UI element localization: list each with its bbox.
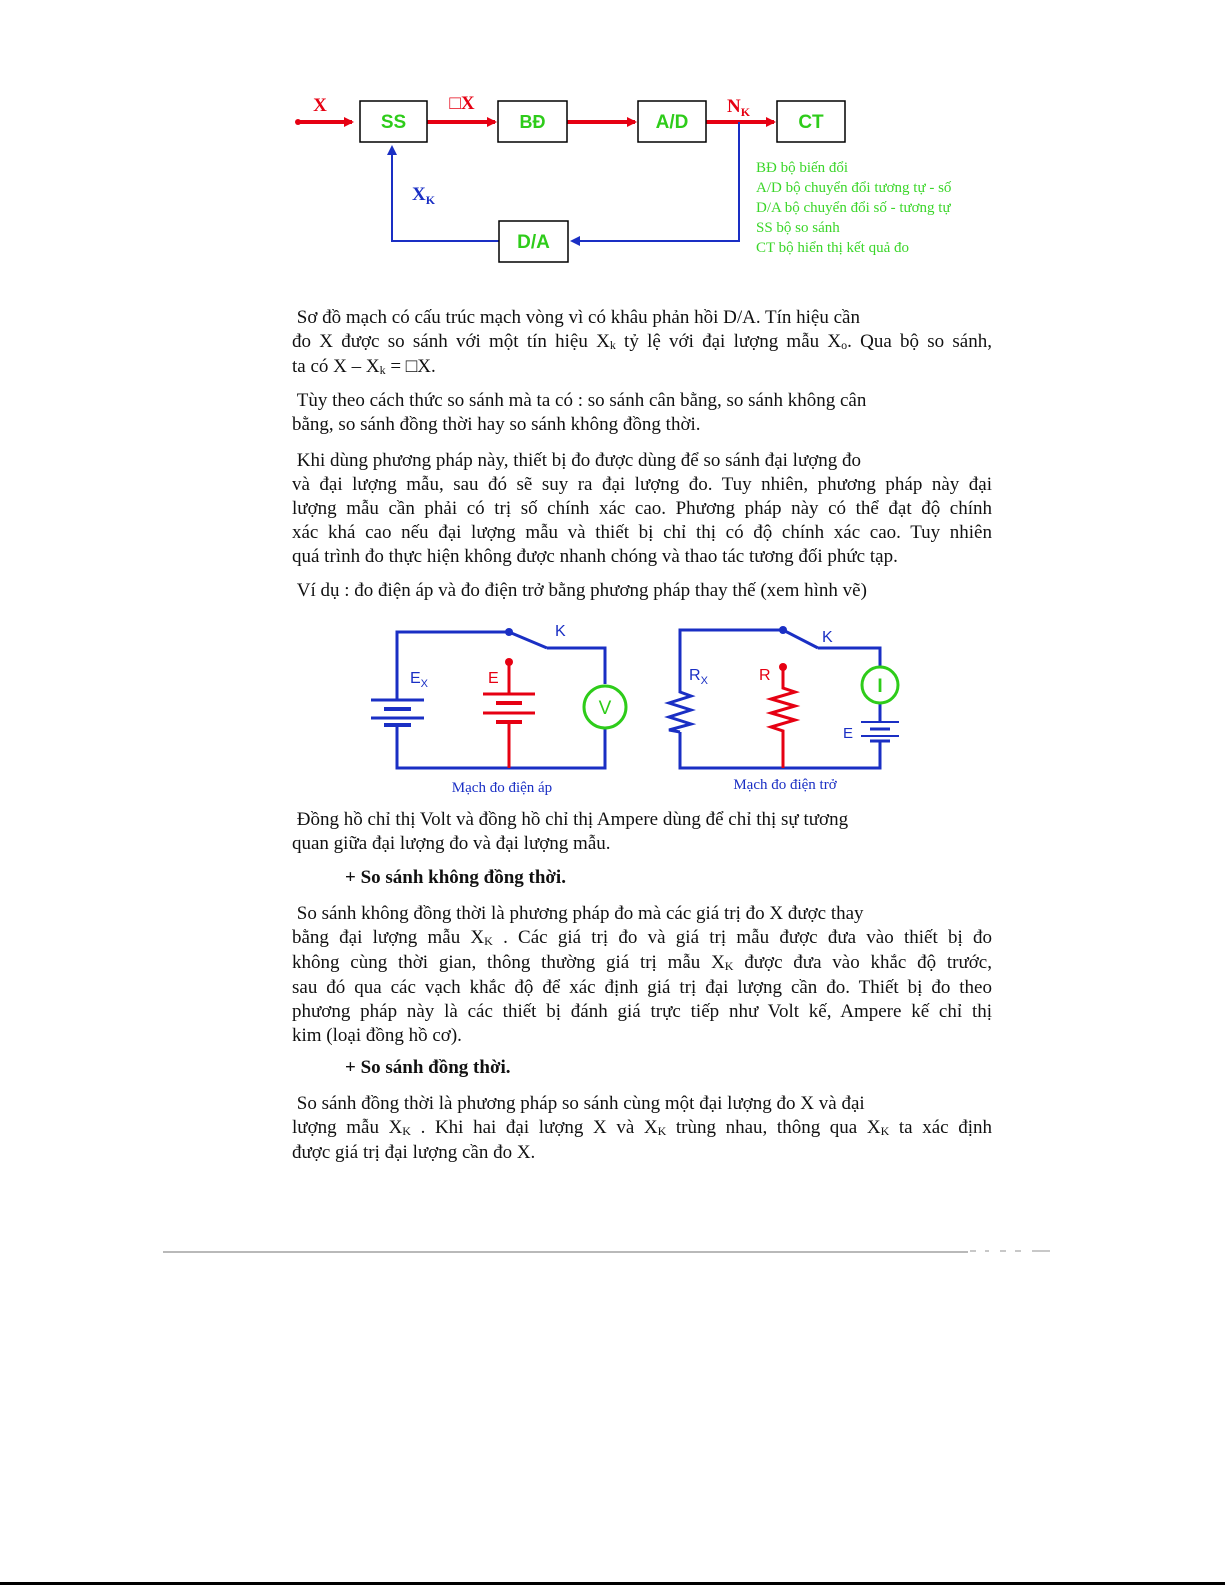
- svg-text:D/A: D/A: [517, 232, 550, 253]
- paragraph-5: Đồng hồ chỉ thị Volt và đồng hồ chỉ thị Ampere dùng để chỉ thị sự tương quan giữa đại lượng đo và đại lượng mẫu.: [292, 809, 849, 854]
- svg-text:I: I: [877, 676, 883, 697]
- e-battery-icon: [861, 722, 899, 741]
- rx-label: $R_X$: [689, 667, 708, 687]
- block-ct: [777, 101, 845, 142]
- footer-divider-dash: [985, 1250, 989, 1252]
- block-da: [499, 221, 568, 262]
- svg-text:D/A bộ chuyển đổi số - tương t: D/A bộ chuyển đổi số - tương tự: [756, 200, 951, 216]
- svg-text:CT bộ hiển thị kết quả đo: CT bộ hiển thị kết quả đo: [756, 240, 910, 256]
- legend: [756, 160, 952, 256]
- svg-text:SS bộ so sánh: SS bộ so sánh: [756, 220, 840, 236]
- rx-resistor-icon: [669, 686, 691, 732]
- voltmeter-icon: [584, 686, 626, 728]
- paragraph-2: Tùy theo cách thức so sánh mà ta có : so sánh cân bằng, so sánh không cân bằng, so sánh đồng thời hay so sánh không đồng thời.: [292, 390, 867, 435]
- footer-divider-dash: [1032, 1250, 1050, 1252]
- svg-text:A/D bộ chuyển đổi tương tự - s: A/D bộ chuyển đổi tương tự - số: [756, 180, 952, 196]
- circuit-diagrams: [0, 610, 1225, 805]
- voltage-circuit: [371, 623, 626, 796]
- svg-text:BĐ: BĐ: [519, 112, 546, 132]
- paragraph-3: Khi dùng phương pháp này, thiết bị đo được dùng để so sánh đại lượng đo và đại lượng mẫu, sau đó sẽ suy ra đại lượng đo. Tuy nhiên, phương pháp này đại lượng mẫu cần phải có trị số chính xác cao. Phương pháp này có thể đạt độ chính xác khá cao nếu đại lượng mẫu và thiết bị chỉ thị có độ chính xác cao. Tuy nhiên quá trình đo thực hiện không được nhanh chóng và thao tác tương đối phức tạp.: [292, 450, 992, 567]
- footer-divider-dash: [970, 1250, 976, 1252]
- block-ad: [638, 101, 706, 142]
- svg-text:A/D: A/D: [655, 112, 689, 133]
- resistance-circuit: [669, 626, 899, 793]
- paragraph-1: Sơ đồ mạch có cấu trúc mạch vòng vì có khâu phản hồi D/A. Tín hiệu cần đo X được so sánh với một tín hiệu $X_k$ tỷ lệ với đại lượng mẫu $X_o$. Qua bộ so sánh, ta có X – $X_k$ = □X.: [292, 307, 992, 377]
- switch-blade: [509, 632, 547, 648]
- switch-blade-2: [783, 630, 818, 648]
- block-bd: [498, 101, 567, 142]
- ex-battery-icon: [371, 700, 424, 725]
- heading-so-sanh-dong-thoi: + So sánh đồng thời.: [345, 1057, 511, 1078]
- paragraph-7: So sánh đồng thời là phương pháp so sánh cùng một đại lượng đo X và đại lượng mẫu $X_K$ . Khi hai đại lượng X và $X_K$ trùng nhau, thông qua $X_K$ ta xác định được giá trị đại lượng cần đo X.: [292, 1093, 992, 1163]
- svg-text:SS: SS: [380, 112, 407, 133]
- block-ss: [360, 101, 427, 142]
- r-label: R: [759, 667, 771, 684]
- ex-label: $E_X$: [410, 670, 429, 690]
- footer-divider: [163, 1251, 968, 1253]
- paragraph-4: Ví dụ : đo điện áp và đo điện trở bằng phương pháp thay thế (xem hình vẽ): [296, 580, 867, 601]
- r-sample-resistor-icon: [771, 663, 795, 768]
- nk-label: $N_K$: [727, 96, 751, 119]
- feedback-line-left: [392, 147, 499, 241]
- input-label: X: [313, 95, 327, 116]
- e-label: E: [488, 670, 499, 687]
- e-battery-label: E: [843, 725, 854, 742]
- switch-k-label-2: K: [822, 629, 833, 646]
- svg-text:V: V: [598, 698, 612, 719]
- switch-k-label: K: [555, 623, 566, 640]
- block-diagram: [0, 0, 1225, 290]
- footer-divider-dash: [1000, 1250, 1006, 1252]
- footer-divider-dash: [1015, 1250, 1021, 1252]
- ammeter-icon: [862, 667, 898, 703]
- resistance-circuit-caption: Mạch đo điện trở: [733, 777, 837, 793]
- xk-label: $X_K$: [412, 184, 436, 207]
- svg-text:BĐ bộ biến đổi: BĐ bộ biến đổi: [756, 160, 849, 176]
- paragraph-6: So sánh không đồng thời là phương pháp đo mà các giá trị đo X được thay bằng đại lượng mẫu $X_K$ . Các giá trị đo và giá trị mẫu được đưa vào thiết bị đo không cùng thời gian, thông thường giá trị mẫu $X_K$ được đưa vào khắc độ trước, sau đó qua các vạch khắc độ để xác định giá trị đại lượng cần đo. Thiết bị đo theo phương pháp này là các thiết bị đánh giá trực tiếp như Volt kế, Ampere kế chỉ thị kim (loại đồng hồ cơ).: [292, 903, 992, 1046]
- svg-text:CT: CT: [798, 112, 824, 133]
- heading-so-sanh-khong-dong-thoi: + So sánh không đồng thời.: [345, 867, 566, 888]
- delta-x-label: □X: [449, 93, 475, 114]
- voltage-circuit-caption: Mạch đo điện áp: [451, 780, 553, 796]
